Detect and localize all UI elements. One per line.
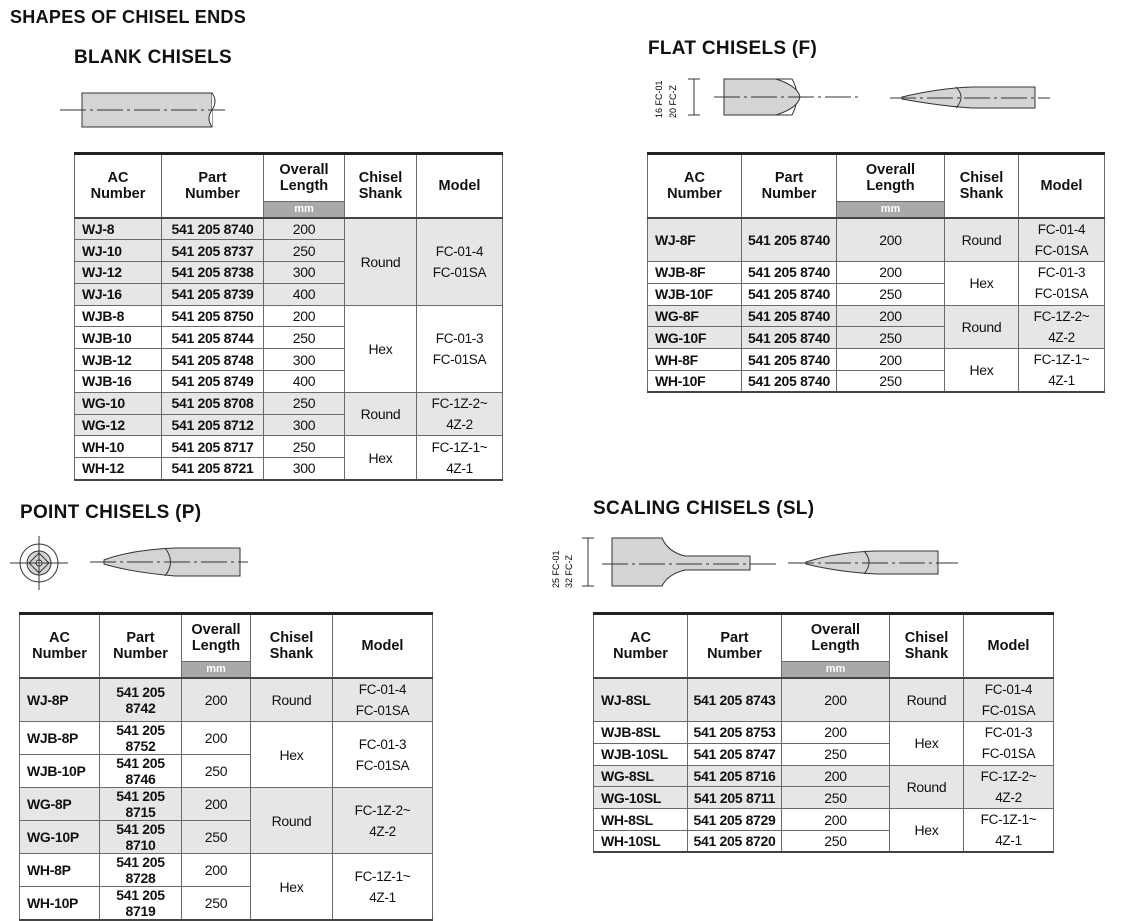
- part-number-cell: 541 205 8744: [162, 327, 264, 349]
- flat-chisels-title: FLAT CHISELS (F): [648, 38, 818, 59]
- overall-length-cell: 250: [264, 392, 345, 414]
- part-number-cell: 541 205 8740: [742, 305, 837, 327]
- ac-number-cell: WH-8P: [20, 854, 100, 887]
- header-chisel-shank: Chisel Shank: [251, 614, 333, 679]
- header-chisel-shank: Chisel Shank: [890, 614, 964, 679]
- overall-length-cell: 250: [782, 830, 890, 852]
- overall-length-cell: 250: [264, 327, 345, 349]
- ac-number-cell: WJ-8F: [648, 218, 742, 262]
- header-ac-number: AC Number: [648, 154, 742, 219]
- overall-length-cell: 250: [264, 436, 345, 458]
- overall-length-cell: 200: [182, 854, 251, 887]
- overall-length-cell: 250: [782, 787, 890, 809]
- header-overall-length: Overall Length: [837, 154, 945, 202]
- flat-chisel-top-drawing: [890, 82, 1060, 116]
- model-cell: FC-1Z-1~ 4Z-1: [964, 809, 1054, 853]
- ac-number-cell: WJB-10F: [648, 283, 742, 305]
- header-chisel-shank: Chisel Shank: [345, 154, 417, 219]
- ac-number-cell: WH-10P: [20, 887, 100, 921]
- chisel-shank-cell: Round: [345, 392, 417, 436]
- scaling-chisel-side-drawing: [550, 532, 790, 592]
- part-number-cell: 541 205 8740: [742, 370, 837, 392]
- ac-number-cell: WJB-8F: [648, 262, 742, 284]
- table-row: [648, 305, 1105, 327]
- header-overall-length: Overall Length: [264, 154, 345, 202]
- model-cell: FC-1Z-1~ 4Z-1: [333, 854, 433, 921]
- part-number-cell: 541 205 8712: [162, 414, 264, 436]
- table-row: [648, 262, 1105, 284]
- overall-length-cell: 400: [264, 283, 345, 305]
- model-cell: FC-01-3 FC-01SA: [417, 305, 503, 392]
- blank-chisels-table: [74, 152, 503, 481]
- model-cell: FC-1Z-2~ 4Z-2: [1019, 305, 1105, 349]
- part-number-cell: 541 205 8708: [162, 392, 264, 414]
- part-number-cell: 541 205 8740: [742, 283, 837, 305]
- part-number-cell: 541 205 8737: [162, 240, 264, 262]
- model-cell: FC-1Z-2~ 4Z-2: [333, 788, 433, 854]
- ac-number-cell: WJB-8P: [20, 722, 100, 755]
- scaling-dim-label-2: 32 FC-Z: [564, 554, 574, 588]
- overall-length-cell: 200: [782, 809, 890, 831]
- ac-number-cell: WG-10P: [20, 821, 100, 854]
- overall-length-cell: 400: [264, 371, 345, 393]
- part-number-cell: 541 205 8729: [688, 809, 782, 831]
- part-number-cell: 541 205 8746: [100, 755, 182, 788]
- chisel-shank-cell: Round: [945, 218, 1019, 262]
- overall-length-cell: 200: [837, 218, 945, 262]
- ac-number-cell: WG-12: [75, 414, 162, 436]
- ac-number-cell: WJB-8: [75, 305, 162, 327]
- header-unit-mm: mm: [837, 202, 945, 219]
- chisel-shank-cell: Hex: [945, 349, 1019, 393]
- overall-length-cell: 200: [837, 305, 945, 327]
- model-cell: FC-01-3 FC-01SA: [333, 722, 433, 788]
- header-model: Model: [964, 614, 1054, 679]
- ac-number-cell: WH-12: [75, 458, 162, 480]
- header-part-number: Part Number: [688, 614, 782, 679]
- chisel-shank-cell: Round: [945, 305, 1019, 349]
- table-row: [20, 854, 433, 887]
- part-number-cell: 541 205 8717: [162, 436, 264, 458]
- header-ac-number: AC Number: [594, 614, 688, 679]
- part-number-cell: 541 205 8710: [100, 821, 182, 854]
- ac-number-cell: WJ-10: [75, 240, 162, 262]
- model-cell: FC-1Z-2~ 4Z-2: [964, 765, 1054, 809]
- scaling-chisels-title: SCALING CHISELS (SL): [593, 498, 815, 519]
- model-cell: FC-01-4 FC-01SA: [333, 678, 433, 722]
- ac-number-cell: WG-8P: [20, 788, 100, 821]
- chisel-shank-cell: Hex: [251, 854, 333, 921]
- point-chisel-side-drawing: [90, 542, 250, 582]
- overall-length-cell: 300: [264, 262, 345, 284]
- part-number-cell: 541 205 8719: [100, 887, 182, 921]
- ac-number-cell: WJB-10SL: [594, 743, 688, 765]
- blank-chisel-drawing: [60, 88, 230, 134]
- overall-length-cell: 250: [182, 887, 251, 921]
- part-number-cell: 541 205 8740: [162, 218, 264, 240]
- ac-number-cell: WJ-16: [75, 283, 162, 305]
- ac-number-cell: WJ-12: [75, 262, 162, 284]
- ac-number-cell: WH-10F: [648, 370, 742, 392]
- overall-length-cell: 300: [264, 414, 345, 436]
- header-unit-mm: mm: [182, 662, 251, 679]
- ac-number-cell: WG-8F: [648, 305, 742, 327]
- header-unit-mm: mm: [264, 202, 345, 219]
- model-cell: FC-1Z-1~ 4Z-1: [417, 436, 503, 480]
- chisel-shank-cell: Round: [251, 788, 333, 854]
- scaling-chisels-table: [593, 612, 1054, 853]
- overall-length-cell: 250: [837, 283, 945, 305]
- chisel-shank-cell: Hex: [945, 262, 1019, 306]
- flat-dim-label-2: 20 FC-Z: [668, 84, 678, 118]
- part-number-cell: 541 205 8715: [100, 788, 182, 821]
- header-ac-number: AC Number: [75, 154, 162, 219]
- overall-length-cell: 200: [782, 722, 890, 744]
- part-number-cell: 541 205 8752: [100, 722, 182, 755]
- flat-chisels-table: [647, 152, 1105, 393]
- point-chisel-end-drawing: [10, 536, 70, 592]
- part-number-cell: 541 205 8740: [742, 262, 837, 284]
- part-number-cell: 541 205 8740: [742, 327, 837, 349]
- ac-number-cell: WJB-12: [75, 349, 162, 371]
- overall-length-cell: 200: [182, 722, 251, 755]
- chisel-shank-cell: Hex: [890, 722, 964, 766]
- overall-length-cell: 200: [182, 678, 251, 722]
- overall-length-cell: 200: [264, 305, 345, 327]
- header-model: Model: [417, 154, 503, 219]
- ac-number-cell: WJB-16: [75, 371, 162, 393]
- model-cell: FC-01-4 FC-01SA: [964, 678, 1054, 722]
- table-row: [594, 678, 1054, 722]
- part-number-cell: 541 205 8753: [688, 722, 782, 744]
- part-number-cell: 541 205 8750: [162, 305, 264, 327]
- header-part-number: Part Number: [742, 154, 837, 219]
- header-part-number: Part Number: [162, 154, 264, 219]
- overall-length-cell: 200: [782, 765, 890, 787]
- header-overall-length: Overall Length: [782, 614, 890, 662]
- scaling-dim-label-1: 25 FC-01: [551, 550, 561, 588]
- point-chisels-table: [19, 612, 433, 921]
- scaling-chisel-top-drawing: [788, 546, 968, 580]
- header-chisel-shank: Chisel Shank: [945, 154, 1019, 219]
- header-ac-number: AC Number: [20, 614, 100, 679]
- ac-number-cell: WH-10SL: [594, 830, 688, 852]
- overall-length-cell: 250: [182, 821, 251, 854]
- ac-number-cell: WG-8SL: [594, 765, 688, 787]
- table-row: [20, 788, 433, 821]
- table-row: [75, 392, 503, 414]
- header-overall-length: Overall Length: [182, 614, 251, 662]
- chisel-shank-cell: Hex: [345, 436, 417, 480]
- part-number-cell: 541 205 8716: [688, 765, 782, 787]
- table-row: [594, 765, 1054, 787]
- overall-length-cell: 200: [782, 678, 890, 722]
- overall-length-cell: 200: [837, 349, 945, 371]
- part-number-cell: 541 205 8720: [688, 830, 782, 852]
- overall-length-cell: 250: [182, 755, 251, 788]
- chisel-shank-cell: Hex: [251, 722, 333, 788]
- part-number-cell: 541 205 8749: [162, 371, 264, 393]
- part-number-cell: 541 205 8711: [688, 787, 782, 809]
- ac-number-cell: WH-8SL: [594, 809, 688, 831]
- table-row: [594, 809, 1054, 831]
- overall-length-cell: 200: [264, 218, 345, 240]
- blank-chisels-title: BLANK CHISELS: [74, 47, 233, 68]
- table-row: [648, 218, 1105, 262]
- part-number-cell: 541 205 8738: [162, 262, 264, 284]
- ac-number-cell: WG-10: [75, 392, 162, 414]
- part-number-cell: 541 205 8728: [100, 854, 182, 887]
- header-unit-mm: mm: [782, 662, 890, 679]
- part-number-cell: 541 205 8739: [162, 283, 264, 305]
- flat-dim-label-1: 16 FC-01: [654, 80, 664, 118]
- header-model: Model: [1019, 154, 1105, 219]
- overall-length-cell: 250: [837, 327, 945, 349]
- model-cell: FC-1Z-2~ 4Z-2: [417, 392, 503, 436]
- chisel-shank-cell: Round: [251, 678, 333, 722]
- overall-length-cell: 250: [782, 743, 890, 765]
- part-number-cell: 541 205 8740: [742, 349, 837, 371]
- table-row: [594, 722, 1054, 744]
- overall-length-cell: 300: [264, 349, 345, 371]
- model-cell: FC-1Z-1~ 4Z-1: [1019, 349, 1105, 393]
- table-row: [75, 218, 503, 240]
- ac-number-cell: WG-10SL: [594, 787, 688, 809]
- header-model: Model: [333, 614, 433, 679]
- part-number-cell: 541 205 8743: [688, 678, 782, 722]
- part-number-cell: 541 205 8747: [688, 743, 782, 765]
- page-title: SHAPES OF CHISEL ENDS: [10, 7, 247, 27]
- ac-number-cell: WJB-10: [75, 327, 162, 349]
- overall-length-cell: 200: [837, 262, 945, 284]
- ac-number-cell: WJ-8P: [20, 678, 100, 722]
- part-number-cell: 541 205 8748: [162, 349, 264, 371]
- ac-number-cell: WH-8F: [648, 349, 742, 371]
- part-number-cell: 541 205 8721: [162, 458, 264, 480]
- overall-length-cell: 200: [182, 788, 251, 821]
- chisel-shank-cell: Round: [345, 218, 417, 305]
- part-number-cell: 541 205 8742: [100, 678, 182, 722]
- model-cell: FC-01-4 FC-01SA: [417, 218, 503, 305]
- model-cell: FC-01-3 FC-01SA: [964, 722, 1054, 766]
- overall-length-cell: 300: [264, 458, 345, 480]
- table-row: [75, 436, 503, 458]
- point-chisels-title: POINT CHISELS (P): [20, 502, 202, 523]
- table-row: [20, 722, 433, 755]
- ac-number-cell: WJB-8SL: [594, 722, 688, 744]
- table-row: [648, 349, 1105, 371]
- ac-number-cell: WJ-8: [75, 218, 162, 240]
- ac-number-cell: WJB-10P: [20, 755, 100, 788]
- table-row: [75, 305, 503, 327]
- ac-number-cell: WH-10: [75, 436, 162, 458]
- ac-number-cell: WJ-8SL: [594, 678, 688, 722]
- header-part-number: Part Number: [100, 614, 182, 679]
- overall-length-cell: 250: [264, 240, 345, 262]
- overall-length-cell: 250: [837, 370, 945, 392]
- chisel-shank-cell: Hex: [345, 305, 417, 392]
- chisel-shank-cell: Hex: [890, 809, 964, 853]
- part-number-cell: 541 205 8740: [742, 218, 837, 262]
- ac-number-cell: WG-10F: [648, 327, 742, 349]
- table-row: [20, 678, 433, 722]
- flat-chisel-side-drawing: [652, 74, 872, 120]
- model-cell: FC-01-4 FC-01SA: [1019, 218, 1105, 262]
- chisel-shank-cell: Round: [890, 765, 964, 809]
- chisel-shank-cell: Round: [890, 678, 964, 722]
- model-cell: FC-01-3 FC-01SA: [1019, 262, 1105, 306]
